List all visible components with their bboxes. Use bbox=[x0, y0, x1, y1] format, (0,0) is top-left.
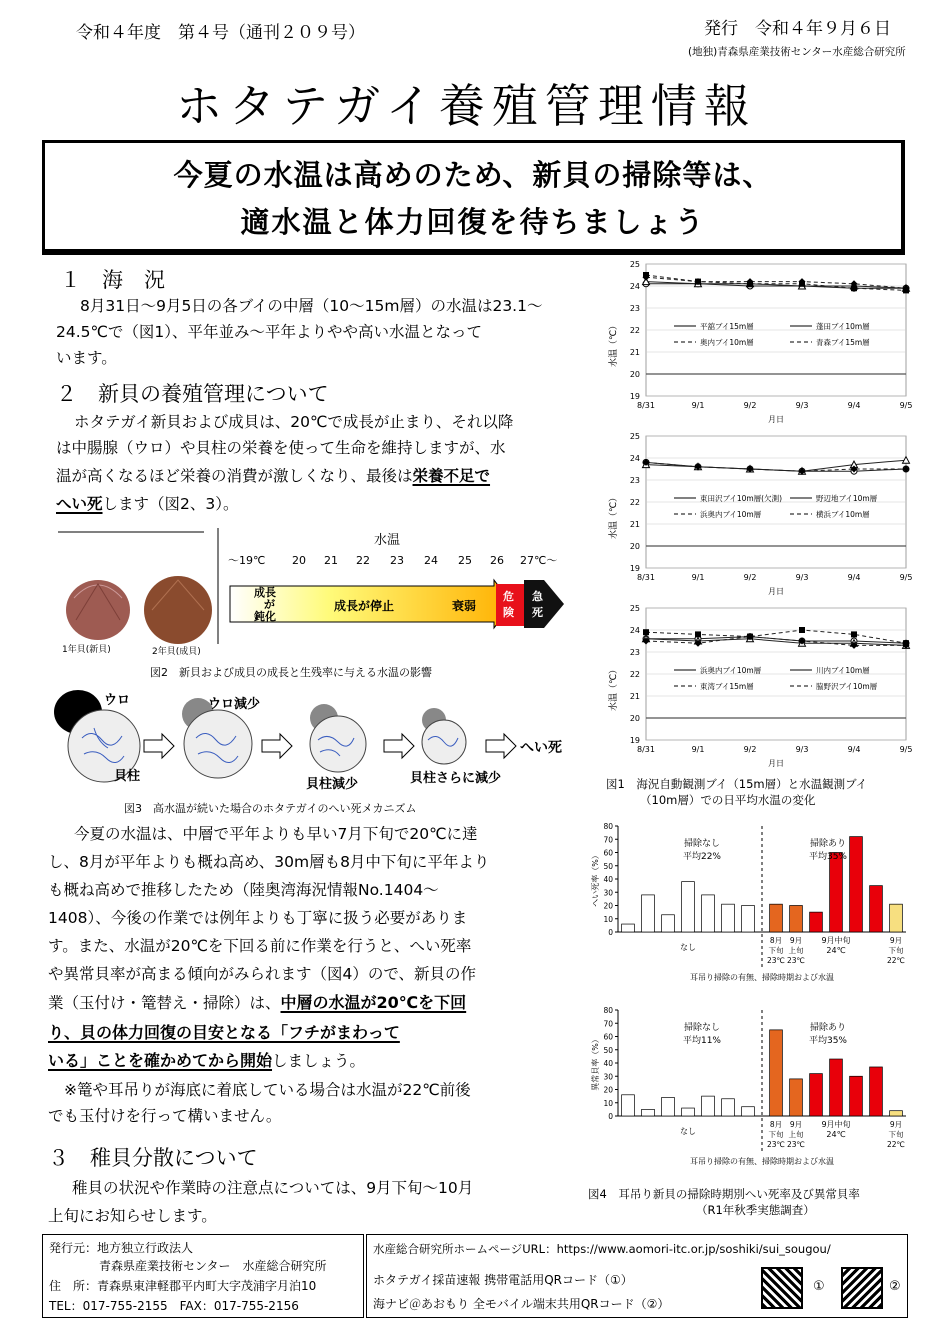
s3-line2: 上旬にお知らせします。 bbox=[48, 1207, 217, 1225]
y-tick-label: 22 bbox=[629, 670, 640, 679]
legend-label: 蓬田ブイ10m層 bbox=[816, 322, 870, 331]
s2-line3 bbox=[56, 464, 490, 489]
y-tick-label: 70 bbox=[603, 835, 613, 845]
y-tick-label: 20 bbox=[603, 1085, 613, 1095]
y-tick-label: 60 bbox=[603, 848, 613, 858]
series-line bbox=[646, 639, 906, 646]
footer-address: 住 所：青森県東津軽郡平内町大字茂浦字月泊10 bbox=[49, 1279, 317, 1293]
fig2-tick: 24 bbox=[424, 554, 438, 567]
y-tick-label: 22 bbox=[629, 498, 640, 507]
fig2-tick: 25 bbox=[458, 554, 472, 567]
x-axis-label: 耳吊り掃除の有無、掃除時期および水温 bbox=[690, 1157, 834, 1166]
fig2-ticks bbox=[228, 554, 557, 567]
group-label: 9月 bbox=[889, 1120, 903, 1129]
death-label: へい死 bbox=[520, 740, 562, 756]
death-block bbox=[524, 580, 564, 628]
body-line7 bbox=[48, 990, 466, 1016]
series-line bbox=[646, 282, 906, 289]
fig2-tick: 23 bbox=[390, 554, 404, 567]
y-tick-label: 20 bbox=[629, 542, 640, 551]
body-line7-text: 業（玉付け・篭替え・掃除）は、 bbox=[48, 994, 281, 1012]
x-axis-label: 月日 bbox=[768, 415, 784, 424]
bar bbox=[810, 912, 823, 932]
annotation-none: 平均11% bbox=[682, 1036, 722, 1046]
headline-line2: 適水温と体力回復を待ちましょう bbox=[240, 205, 706, 239]
fig4-caption-2: （R1年秋季実態調査） bbox=[696, 1203, 815, 1217]
bar bbox=[662, 915, 675, 932]
qr-code-2[interactable] bbox=[841, 1267, 883, 1309]
section3-heading: ３ 稚貝分散について bbox=[48, 1146, 258, 1170]
x-axis-label: 月日 bbox=[768, 759, 784, 768]
legend-label: 東田沢ブイ10m層(欠測) bbox=[700, 494, 783, 503]
bar bbox=[702, 1096, 715, 1116]
group-label: 9月中旬 bbox=[821, 1120, 851, 1129]
bar bbox=[622, 1095, 635, 1116]
x-tick-label: 9/5 bbox=[899, 745, 913, 754]
y-tick-label: 21 bbox=[629, 692, 640, 701]
footer-right-box bbox=[366, 1234, 908, 1318]
annotation-yes: 平均35% bbox=[808, 852, 848, 862]
x-tick-label: 9/1 bbox=[691, 401, 705, 410]
publisher: (地独)青森県産業技術センター水産総合研究所 bbox=[688, 46, 906, 58]
data-point bbox=[695, 631, 701, 637]
s2-line3-text: 温が高くなるほど栄養の消費が激しくなり、最後は bbox=[56, 467, 413, 485]
y-tick-label: 21 bbox=[629, 520, 640, 529]
qr-note-2: 海ナビ＠あおもり 全モバイル端末共用QRコード（②） bbox=[373, 1297, 670, 1311]
stage3 bbox=[310, 704, 366, 772]
x-tick-label: 9/5 bbox=[899, 401, 913, 410]
s1-line2: 24.5℃で（図1）、平年並み～平年よりやや高い水温となって bbox=[56, 323, 483, 341]
headline-line1: 今夏の水温は高めのため、新貝の掃除等は、 bbox=[173, 158, 773, 192]
danger-2: 険 bbox=[503, 606, 514, 619]
footer-org: 青森県産業技術センター 水産総合研究所 bbox=[99, 1259, 327, 1273]
bar bbox=[770, 904, 783, 932]
y-tick-label: 20 bbox=[603, 901, 613, 911]
bar bbox=[790, 1079, 803, 1116]
y-tick-label: 50 bbox=[603, 1045, 613, 1055]
group-label: 9月 bbox=[789, 936, 803, 945]
bar bbox=[830, 1059, 843, 1116]
legend-label: 青森ブイ15m層 bbox=[816, 338, 870, 347]
growth-slow-3: 鈍化 bbox=[254, 610, 276, 623]
figure3 bbox=[48, 688, 588, 818]
body-line6: や異常貝率が高まる傾向がみられます（図4）ので、新貝の作 bbox=[48, 965, 477, 983]
y-tick-label: 19 bbox=[629, 736, 640, 745]
legend-label: 川内ブイ10m層 bbox=[816, 666, 870, 675]
homepage-url[interactable]: 水産総合研究所ホームページURL：https://www.aomori-itc.or.jp/soshiki/sui_sougou/ bbox=[373, 1242, 831, 1256]
body-line9-emph: いる」ことを確かめてから開始 bbox=[48, 1051, 273, 1070]
bar bbox=[722, 904, 735, 932]
note-line2: でも玉付けを行って構いません。 bbox=[48, 1107, 282, 1125]
qr-label-1: ① bbox=[813, 1279, 825, 1294]
s2-line1: ホタテガイ新貝および成貝は、20℃で成長が止まり、それ以降 bbox=[74, 413, 514, 431]
figure2 bbox=[54, 524, 584, 686]
bar bbox=[642, 895, 655, 932]
qr-label-2: ② bbox=[889, 1279, 901, 1294]
y-tick-label: 24 bbox=[629, 282, 640, 291]
legend-label: 浜奥内ブイ10m層 bbox=[700, 510, 762, 519]
group-label: 9月中旬 bbox=[821, 936, 851, 945]
section1-heading: １ 海 況 bbox=[60, 268, 165, 292]
body-line1: 今夏の水温は、中層で平年よりも早い7月下旬で20℃に達 bbox=[74, 825, 478, 843]
body-line8 bbox=[48, 1020, 400, 1046]
x-tick-label: 9/3 bbox=[795, 401, 809, 410]
bar bbox=[642, 1109, 655, 1116]
fig2-temp-label: 水温 bbox=[374, 533, 401, 548]
fig1-caption-2: （10m層）での日平均水温の変化 bbox=[640, 793, 816, 807]
x-axis-label: 月日 bbox=[768, 587, 784, 596]
uro-decrease-label: ウロ減少 bbox=[208, 697, 261, 712]
y-tick-label: 20 bbox=[629, 714, 640, 723]
group-label: 23℃ bbox=[767, 956, 785, 965]
shell2-label: 2年貝(成貝) bbox=[152, 647, 201, 657]
bar bbox=[870, 1067, 883, 1116]
growth-slow-1: 成長 bbox=[254, 586, 276, 599]
x-tick-label: 8/31 bbox=[637, 401, 655, 410]
body-line5: す。また、水温が20℃を下回る前に作業を行うと、へい死率 bbox=[48, 937, 472, 955]
x-tick-label: 9/1 bbox=[691, 573, 705, 582]
fig2-tick: ～19℃ bbox=[228, 554, 266, 567]
legend-label: 奥内ブイ10m層 bbox=[700, 338, 754, 347]
group-label: 8月 bbox=[769, 936, 783, 945]
bar bbox=[742, 1107, 755, 1116]
bar bbox=[790, 906, 803, 933]
legend-label: 平舘ブイ15m層 bbox=[700, 322, 754, 331]
annotation-yes: 掃除あり bbox=[809, 839, 847, 849]
fig2-caption: 図2 新貝および成貝の成長と生残率に与える水温の影響 bbox=[150, 666, 432, 679]
arrow-2 bbox=[262, 734, 292, 758]
body-line2: し、8月が平年よりも概ね高め、30m層も8月中下旬に平年より bbox=[48, 853, 490, 871]
legend-label: 野辺地ブイ10m層 bbox=[816, 494, 878, 503]
footer-left-box bbox=[42, 1234, 364, 1318]
s2-line4 bbox=[56, 492, 239, 517]
group-label: なし bbox=[680, 943, 696, 952]
uro-label: ウロ bbox=[104, 693, 131, 708]
x-tick-label: 9/4 bbox=[847, 745, 861, 754]
group-label: 22℃ bbox=[887, 1140, 905, 1149]
fig3-caption: 図3 高水温が続いた場合のホタテガイのへい死メカニズム bbox=[124, 802, 417, 815]
x-tick-label: 9/3 bbox=[795, 745, 809, 754]
x-tick-label: 8/31 bbox=[637, 745, 655, 754]
y-tick-label: 20 bbox=[629, 370, 640, 379]
fig4-caption-1: 図4 耳吊り新貝の掃除時期別へい死率及び異常貝率 bbox=[588, 1187, 860, 1201]
arrow-1 bbox=[144, 734, 174, 758]
s2-line3-emph: 栄養不足で bbox=[412, 467, 491, 485]
bar bbox=[850, 1076, 863, 1116]
y-tick-label: 70 bbox=[603, 1019, 613, 1029]
y-tick-label: 23 bbox=[629, 476, 640, 485]
y-tick-label: 50 bbox=[603, 861, 613, 871]
group-label: 22℃ bbox=[887, 956, 905, 965]
death-1: 急 bbox=[532, 590, 543, 603]
adductor-decrease-label: 貝柱減少 bbox=[306, 777, 359, 792]
y-axis-label: 水温（℃） bbox=[609, 320, 619, 368]
y-axis-label: 水温（℃） bbox=[609, 492, 619, 540]
y-tick-label: 40 bbox=[603, 875, 613, 884]
group-label: 24℃ bbox=[826, 946, 846, 955]
body-line7-emph: 中層の水温が20℃を下回 bbox=[280, 993, 467, 1012]
fig1-caption-1: 図1 海況自動観測ブイ（15m層）と水温観測ブイ bbox=[606, 777, 868, 791]
x-tick-label: 9/3 bbox=[795, 573, 809, 582]
y-tick-label: 80 bbox=[603, 822, 613, 831]
figure4-charts bbox=[588, 818, 914, 1186]
fig2-tick: 22 bbox=[356, 554, 370, 567]
x-axis-label: 耳吊り掃除の有無、掃除時期および水温 bbox=[690, 973, 834, 982]
headline-box bbox=[42, 140, 905, 255]
shell1-label: 1年貝(新貝) bbox=[62, 645, 111, 655]
issue-number: 令和４年度 第４号（通刊２０９号） bbox=[76, 23, 365, 43]
bar bbox=[890, 1111, 903, 1116]
group-label: 23℃ bbox=[767, 1140, 785, 1149]
y-tick-label: 25 bbox=[629, 260, 640, 269]
group-label: 下旬 bbox=[768, 946, 784, 955]
legend-label: 東湾ブイ15m層 bbox=[700, 682, 754, 691]
legend-label: 脇野沢ブイ10m層 bbox=[816, 682, 878, 691]
death-2: 死 bbox=[532, 606, 543, 619]
arrow-3 bbox=[384, 734, 414, 758]
y-axis-label: 水温（℃） bbox=[609, 664, 619, 712]
y-tick-label: 19 bbox=[629, 564, 640, 573]
group-label: 下旬 bbox=[768, 1130, 784, 1139]
y-axis-label: 異常貝率（%） bbox=[591, 1035, 600, 1091]
annotation-none: 平均22% bbox=[682, 852, 722, 862]
section2-heading: ２ 新貝の養殖管理について bbox=[56, 382, 329, 406]
x-tick-label: 8/31 bbox=[637, 573, 655, 582]
data-point bbox=[643, 629, 649, 635]
y-tick-label: 80 bbox=[603, 1006, 613, 1015]
y-tick-label: 23 bbox=[629, 648, 640, 657]
s2-line2: は中腸腺（ウロ）や貝柱の栄養を使って生命を維持しますが、水 bbox=[56, 439, 506, 457]
s1-line1: 8月31日～9月5日の各ブイの中層（10～15m層）の水温は23.1～ bbox=[80, 297, 543, 315]
bar bbox=[850, 837, 863, 932]
y-tick-label: 0 bbox=[608, 928, 613, 937]
s2-line4-emph: へい死 bbox=[56, 495, 103, 513]
growth-slow-2: が bbox=[264, 598, 275, 611]
y-tick-label: 10 bbox=[603, 914, 613, 924]
bar bbox=[770, 1030, 783, 1116]
group-label: 9月 bbox=[889, 936, 903, 945]
x-tick-label: 9/1 bbox=[691, 745, 705, 754]
y-tick-label: 60 bbox=[603, 1032, 613, 1042]
data-point bbox=[851, 631, 857, 637]
bar bbox=[722, 1099, 735, 1116]
x-tick-label: 9/4 bbox=[847, 573, 861, 582]
group-label: 24℃ bbox=[826, 1130, 846, 1139]
x-tick-label: 9/2 bbox=[743, 401, 757, 410]
x-tick-label: 9/2 bbox=[743, 573, 757, 582]
arrow-4 bbox=[486, 734, 516, 758]
group-label: 下旬 bbox=[888, 946, 904, 955]
body-line9-text: しましょう。 bbox=[272, 1052, 366, 1070]
bar bbox=[682, 1108, 695, 1116]
bar bbox=[662, 1097, 675, 1116]
annotation-none: 掃除なし bbox=[683, 1023, 721, 1033]
body-line8-emph: り、貝の体力回復の目安となる「フチがまわって bbox=[48, 1023, 400, 1042]
body-line9 bbox=[48, 1048, 365, 1074]
s1-line3: います。 bbox=[56, 349, 117, 367]
adult-shell-image bbox=[144, 576, 212, 644]
fig2-tick: 21 bbox=[324, 554, 338, 567]
y-tick-label: 10 bbox=[603, 1098, 613, 1108]
bar bbox=[830, 853, 843, 933]
footer-phone: TEL：017-755-2155 FAX：017-755-2156 bbox=[49, 1299, 299, 1313]
y-tick-label: 0 bbox=[608, 1112, 613, 1121]
page-title: ホタテガイ養殖管理情報 bbox=[176, 79, 757, 133]
y-tick-label: 30 bbox=[603, 1072, 613, 1082]
danger-1: 危 bbox=[503, 590, 514, 603]
y-tick-label: 25 bbox=[629, 432, 640, 441]
x-tick-label: 9/4 bbox=[847, 401, 861, 410]
body-line3: も概ね高めで推移したため（陸奥湾海況情報No.1404～ bbox=[48, 881, 439, 899]
y-tick-label: 19 bbox=[629, 392, 640, 401]
qr-code-1[interactable] bbox=[761, 1267, 803, 1309]
group-label: 23℃ bbox=[787, 956, 805, 965]
group-label: なし bbox=[680, 1127, 696, 1136]
new-shell-image bbox=[66, 580, 130, 640]
y-axis-label: へい死率（%） bbox=[591, 851, 600, 907]
bar bbox=[870, 886, 883, 932]
group-label: 23℃ bbox=[787, 1140, 805, 1149]
group-label: 上旬 bbox=[788, 946, 804, 955]
annotation-none: 掃除なし bbox=[683, 839, 721, 849]
group-label: 上旬 bbox=[788, 1130, 804, 1139]
y-tick-label: 25 bbox=[629, 604, 640, 613]
legend-label: 浜奥内ブイ10m層 bbox=[700, 666, 762, 675]
footer-publisher: 発行元：地方独立行政法人 bbox=[49, 1241, 194, 1255]
s2-line4-text: します（図2、3）。 bbox=[102, 495, 239, 513]
note-line1: ※篭や耳吊りが海底に着底している場合は水温が22℃前後 bbox=[64, 1081, 471, 1099]
body-line4: 1408）、今後の作業では例年よりも丁寧に扱う必要がありま bbox=[48, 909, 468, 927]
x-tick-label: 9/5 bbox=[899, 573, 913, 582]
fig2-tick: 27℃～ bbox=[520, 554, 558, 567]
group-label: 8月 bbox=[769, 1120, 783, 1129]
series-line bbox=[646, 637, 906, 644]
annotation-yes: 平均35% bbox=[808, 1036, 848, 1046]
growth-stop: 成長が停止 bbox=[334, 599, 395, 613]
annotation-yes: 掃除あり bbox=[809, 1023, 847, 1033]
adductor-label: 貝柱 bbox=[114, 769, 141, 784]
bar bbox=[890, 904, 903, 932]
fig2-tick: 20 bbox=[292, 554, 306, 567]
y-tick-label: 24 bbox=[629, 454, 640, 463]
bar bbox=[810, 1074, 823, 1116]
y-tick-label: 22 bbox=[629, 326, 640, 335]
y-tick-label: 40 bbox=[603, 1059, 613, 1068]
group-label: 下旬 bbox=[888, 1130, 904, 1139]
y-tick-label: 23 bbox=[629, 304, 640, 313]
group-label: 9月 bbox=[789, 1120, 803, 1129]
bar bbox=[682, 882, 695, 932]
bar bbox=[702, 895, 715, 932]
weak-label: 衰弱 bbox=[452, 599, 477, 613]
y-tick-label: 24 bbox=[629, 626, 640, 635]
qr-note-1: ホタテガイ採苗速報 携帯電話用QRコード（①） bbox=[373, 1273, 633, 1287]
s3-line1: 稚貝の状況や作業時の注意点については、9月下旬～10月 bbox=[72, 1179, 474, 1197]
x-tick-label: 9/2 bbox=[743, 745, 757, 754]
y-tick-label: 30 bbox=[603, 888, 613, 898]
data-point bbox=[799, 627, 805, 633]
bar bbox=[742, 906, 755, 933]
issue-date: 発行 令和４年９月６日 bbox=[704, 19, 891, 39]
stage4 bbox=[422, 708, 466, 764]
figure1-charts bbox=[596, 256, 922, 776]
legend-label: 横浜ブイ10m層 bbox=[816, 510, 870, 519]
y-tick-label: 21 bbox=[629, 348, 640, 357]
adductor-more-label: 貝柱さらに減少 bbox=[410, 771, 502, 786]
fig2-tick: 26 bbox=[490, 554, 504, 567]
bar bbox=[622, 924, 635, 932]
